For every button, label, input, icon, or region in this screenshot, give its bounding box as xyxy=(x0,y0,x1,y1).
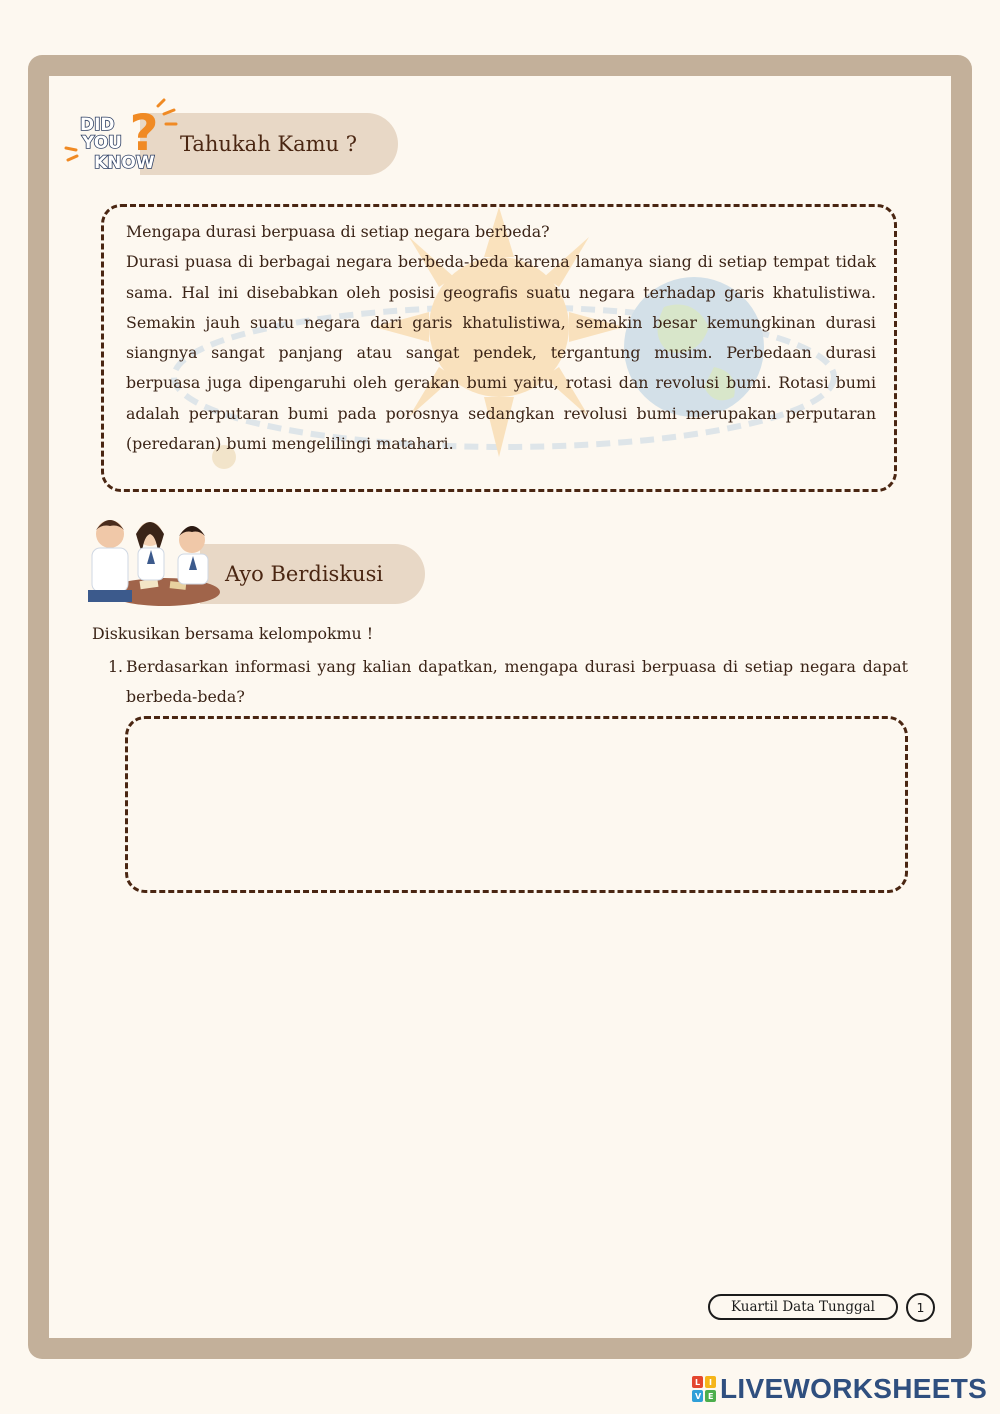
page-number-label: 1 xyxy=(916,1300,925,1315)
svg-text:?: ? xyxy=(129,104,159,162)
answer-input-box[interactable] xyxy=(125,716,908,893)
svg-text:DID: DID xyxy=(80,115,115,135)
svg-text:L: L xyxy=(695,1378,701,1387)
question-number: 1. xyxy=(108,657,124,676)
info-question: Mengapa durasi berpuasa di setiap negara berbeda? xyxy=(126,222,550,241)
liveworksheets-logo-icon xyxy=(692,1376,716,1402)
svg-text:YOU: YOU xyxy=(82,133,122,153)
section-title-diskusi: Ayo Berdiskusi xyxy=(225,562,384,586)
svg-text:I: I xyxy=(709,1378,712,1387)
liveworksheets-watermark xyxy=(692,1372,987,1406)
svg-text:V: V xyxy=(695,1392,702,1401)
footer-topic-label: Kuartil Data Tunggal xyxy=(730,1299,876,1315)
info-box xyxy=(101,204,897,492)
svg-text:KNOW: KNOW xyxy=(94,153,155,173)
page-number-badge xyxy=(906,1293,935,1322)
did-you-know-logo-icon xyxy=(60,98,184,182)
question-text: Berdasarkan informasi yang kalian dapatkan, mengapa durasi berpuasa di setiap negara dapat berbeda-beda? xyxy=(126,657,908,706)
svg-text:E: E xyxy=(708,1392,714,1401)
section-title-tahukah: Tahukah Kamu ? xyxy=(180,132,357,156)
section-header-diskusi xyxy=(200,544,425,604)
footer-topic-badge xyxy=(708,1294,898,1320)
info-text xyxy=(126,217,876,459)
students-discussing-illustration xyxy=(80,512,220,608)
discussion-instruction: Diskusikan bersama kelompokmu ! xyxy=(92,624,374,643)
info-paragraph: Durasi puasa di berbagai negara berbeda-beda karena lamanya siang di setiap tempat tidak sama. Hal ini disebabkan oleh posisi geografis suatu negara terhadap garis khatulistiwa. Semakin jauh suatu negara dari garis khatulistiwa, semakin besar kemungkinan durasi siangnya sangat panjang atau sangat pendek, tergantung musim. Perbedaan durasi berpuasa juga dipengaruhi oleh gerakan bumi yaitu, rotasi dan revolusi bumi. Rotasi bumi adalah perputaran bumi pada porosnya sedangkan revolusi bumi merupakan perputaran (peredaran) bumi mengelilingi matahari. xyxy=(126,252,876,454)
liveworksheets-brand-text: LIVEWORKSHEETS xyxy=(720,1373,988,1404)
